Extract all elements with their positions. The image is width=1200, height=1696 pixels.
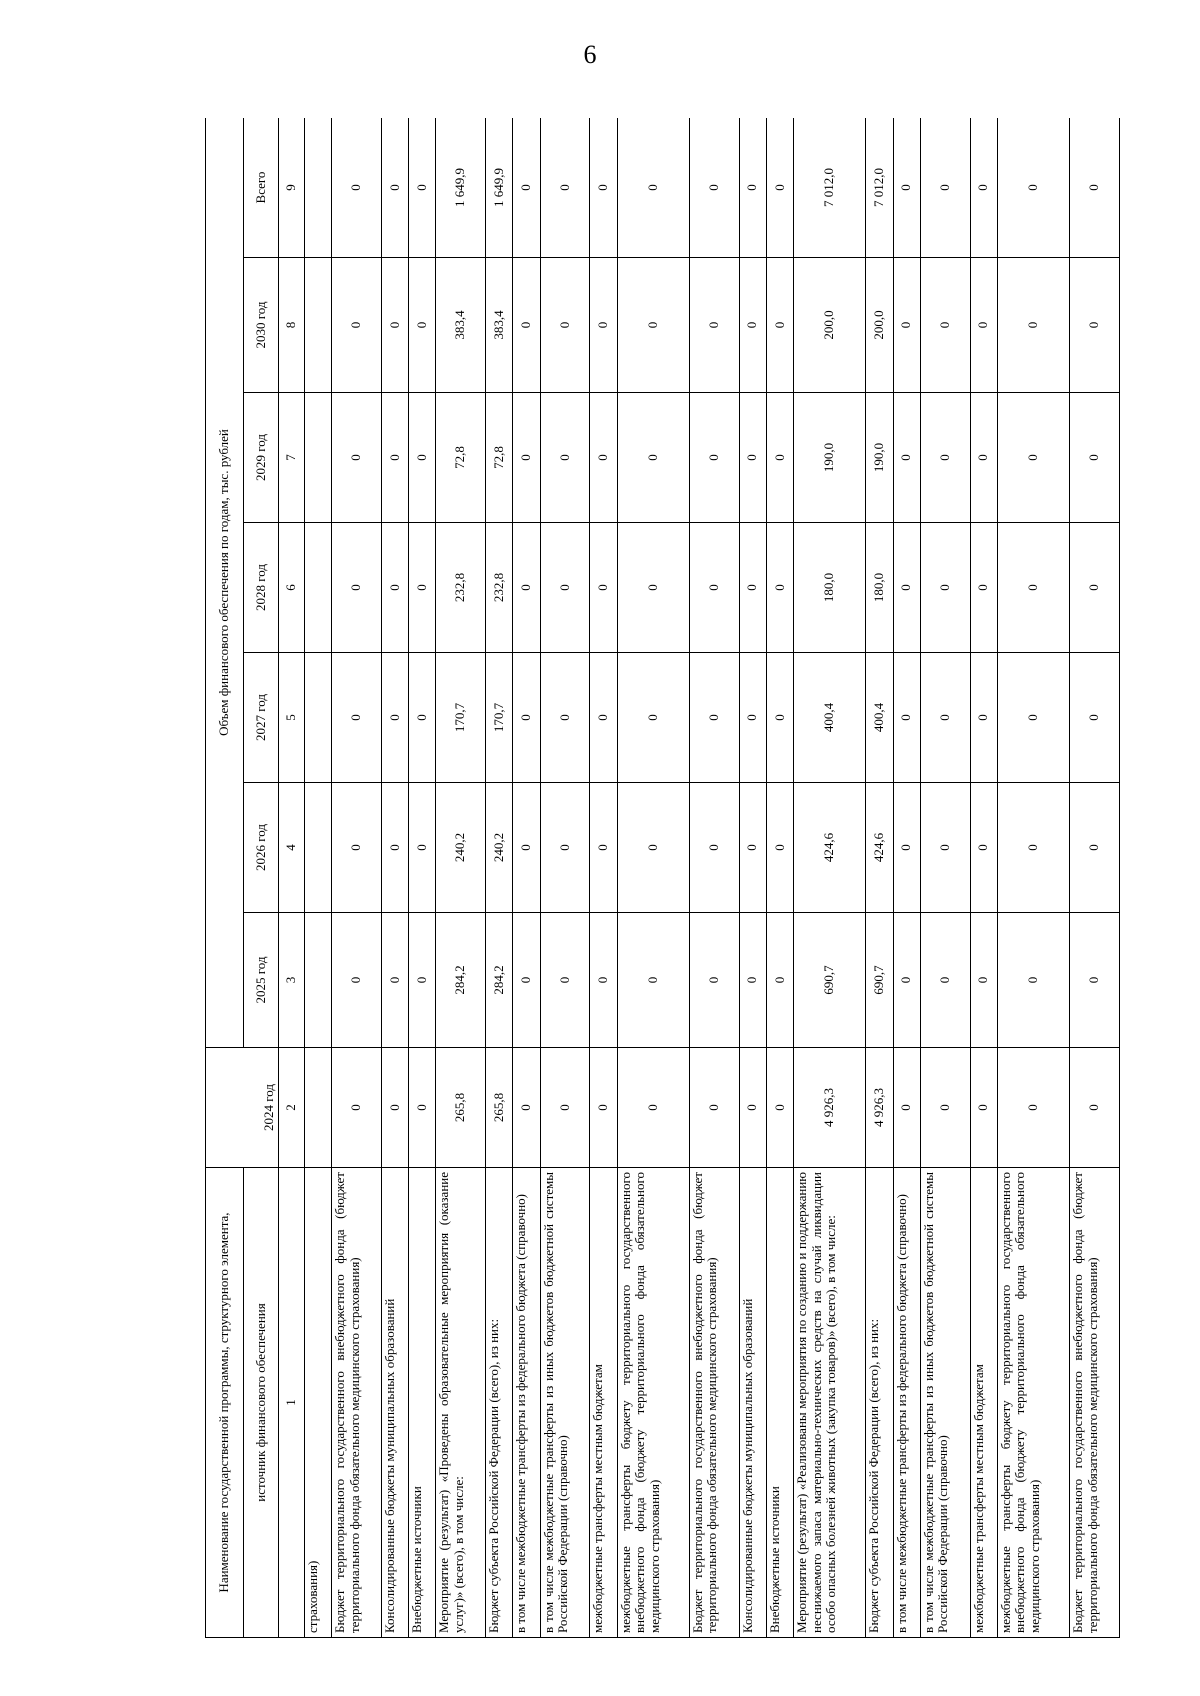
row-value: 284,2 — [486, 913, 513, 1048]
column-number: 6 — [279, 523, 305, 653]
row-value: 0 — [409, 118, 436, 258]
row-value: 72,8 — [436, 393, 486, 523]
row-value: 232,8 — [436, 523, 486, 653]
row-value: 0 — [766, 783, 793, 913]
row-value: 0 — [970, 393, 997, 523]
row-value: 0 — [332, 393, 382, 523]
row-value: 170,7 — [486, 653, 513, 783]
header-year-2030: 2030 год — [244, 258, 279, 393]
row-value: 0 — [332, 523, 382, 653]
table-row — [305, 118, 332, 1638]
column-number: 7 — [279, 393, 305, 523]
row-value: 424,6 — [866, 783, 893, 913]
row-value: 0 — [920, 913, 970, 1048]
row-value: 0 — [409, 1048, 436, 1168]
row-value: 0 — [540, 1048, 590, 1168]
row-value — [305, 258, 332, 393]
table-row — [970, 118, 997, 1638]
row-value: 0 — [513, 393, 540, 523]
row-source-name: Мероприятие (результат) «Реализованы мероприятия по созданию и поддержанию неснижаемого запаса материально-технических средств на случай ликвидации особо опасных болезней животных (закупка товаров)» (всего), в том числе: — [794, 1168, 866, 1638]
row-value: 0 — [997, 913, 1069, 1048]
row-value: 0 — [540, 258, 590, 393]
row-source-name: межбюджетные трансферты местным бюджетам — [970, 1168, 997, 1638]
row-source-name: Мероприятие (результат) «Проведены образовательные мероприятия (оказание услуг)» (всего), в том числе: — [436, 1168, 486, 1638]
row-value: 0 — [997, 393, 1069, 523]
row-value: 0 — [381, 118, 408, 258]
header-volume: Объем финансового обеспечения по годам, тыс. рублей — [206, 118, 244, 1048]
row-value: 0 — [893, 1048, 920, 1168]
row-source-name: Бюджет территориального государственного внебюджетного фонда (бюджет территориального фонда обязательного медицинского страхования) — [1070, 1168, 1120, 1638]
row-value: 0 — [332, 913, 382, 1048]
header-name-col: Наименование государственной программы, структурного элемента, — [206, 1168, 244, 1638]
row-value: 0 — [617, 913, 689, 1048]
row-value: 0 — [590, 913, 617, 1048]
row-value — [305, 1048, 332, 1168]
row-value: 0 — [970, 118, 997, 258]
row-value — [305, 653, 332, 783]
row-value: 0 — [617, 258, 689, 393]
row-value: 0 — [893, 118, 920, 258]
row-value: 0 — [590, 258, 617, 393]
row-value: 0 — [739, 1048, 766, 1168]
row-value: 0 — [332, 1048, 382, 1168]
row-value: 0 — [617, 783, 689, 913]
row-value: 7 012,0 — [866, 118, 893, 258]
row-value: 424,6 — [794, 783, 866, 913]
row-source-name: в том числе межбюджетные трансферты из федерального бюджета (справочно) — [513, 1168, 540, 1638]
row-value — [305, 913, 332, 1048]
row-value: 0 — [689, 913, 739, 1048]
row-value: 0 — [540, 393, 590, 523]
table-row — [436, 118, 486, 1638]
row-source-name: в том числе межбюджетные трансферты из федерального бюджета (справочно) — [893, 1168, 920, 1638]
row-value: 0 — [689, 258, 739, 393]
row-value: 0 — [1070, 653, 1120, 783]
table-row — [997, 118, 1069, 1638]
row-source-name: Внебюджетные источники — [766, 1168, 793, 1638]
row-value: 0 — [381, 393, 408, 523]
row-value: 0 — [893, 783, 920, 913]
row-value: 284,2 — [436, 913, 486, 1048]
row-value: 0 — [920, 783, 970, 913]
row-value: 0 — [997, 523, 1069, 653]
row-value: 0 — [590, 118, 617, 258]
row-source-name: страхования) — [305, 1168, 332, 1638]
row-value: 0 — [1070, 393, 1120, 523]
row-source-name: межбюджетные трансферты местным бюджетам — [590, 1168, 617, 1638]
row-value: 0 — [689, 523, 739, 653]
row-value: 180,0 — [794, 523, 866, 653]
row-value: 0 — [409, 913, 436, 1048]
row-source-name: Консолидированные бюджеты муниципальных образований — [381, 1168, 408, 1638]
table-row — [540, 118, 590, 1638]
row-source-name: Внебюджетные источники — [409, 1168, 436, 1638]
row-value: 0 — [920, 1048, 970, 1168]
table-row — [617, 118, 689, 1638]
table-row — [766, 118, 793, 1638]
row-value: 0 — [893, 653, 920, 783]
row-value: 0 — [409, 783, 436, 913]
row-value — [305, 523, 332, 653]
row-value: 0 — [766, 653, 793, 783]
row-value: 180,0 — [866, 523, 893, 653]
row-source-name: Консолидированные бюджеты муниципальных образований — [739, 1168, 766, 1638]
row-value: 0 — [617, 393, 689, 523]
column-number: 8 — [279, 258, 305, 393]
row-value: 0 — [970, 783, 997, 913]
row-value: 0 — [381, 1048, 408, 1168]
row-value: 0 — [920, 118, 970, 258]
row-value: 0 — [381, 258, 408, 393]
table-row — [381, 118, 408, 1638]
row-value: 400,4 — [794, 653, 866, 783]
row-value: 0 — [766, 118, 793, 258]
row-value: 0 — [893, 258, 920, 393]
row-value: 0 — [739, 913, 766, 1048]
column-number-row — [279, 118, 305, 1638]
header-source-col: источник финансового обеспечения — [244, 1168, 279, 1638]
row-value: 690,7 — [794, 913, 866, 1048]
row-value: 190,0 — [794, 393, 866, 523]
row-value: 0 — [409, 258, 436, 393]
row-value: 0 — [513, 258, 540, 393]
row-value: 190,0 — [866, 393, 893, 523]
table-row — [794, 118, 866, 1638]
row-value: 0 — [970, 913, 997, 1048]
row-value: 0 — [513, 523, 540, 653]
row-source-name: межбюджетные трансферты бюджету территориального государственного внебюджетного фонда (бюджету территориального фонда обязательного медицинского страхования) — [997, 1168, 1069, 1638]
header-total: Всего — [244, 118, 279, 258]
row-value: 0 — [970, 258, 997, 393]
row-value — [305, 783, 332, 913]
row-value: 0 — [689, 1048, 739, 1168]
row-value: 0 — [766, 523, 793, 653]
row-value: 400,4 — [866, 653, 893, 783]
row-value: 0 — [513, 783, 540, 913]
row-value: 0 — [409, 393, 436, 523]
row-value: 0 — [540, 653, 590, 783]
row-value: 1 649,9 — [436, 118, 486, 258]
row-value: 0 — [513, 913, 540, 1048]
header-year-2025: 2025 год — [244, 913, 279, 1048]
row-value: 0 — [381, 783, 408, 913]
table-row — [486, 118, 513, 1638]
row-value: 4 926,3 — [866, 1048, 893, 1168]
row-value: 0 — [409, 653, 436, 783]
row-value: 0 — [332, 258, 382, 393]
row-value: 232,8 — [486, 523, 513, 653]
row-value: 0 — [590, 1048, 617, 1168]
row-value: 0 — [409, 523, 436, 653]
table-row — [866, 118, 893, 1638]
table-row — [920, 118, 970, 1638]
row-source-name: Бюджет территориального государственного внебюджетного фонда (бюджет территориального фонда обязательного медицинского страхования) — [689, 1168, 739, 1638]
row-value: 0 — [739, 783, 766, 913]
row-value: 265,8 — [436, 1048, 486, 1168]
row-value: 72,8 — [486, 393, 513, 523]
row-value: 690,7 — [866, 913, 893, 1048]
row-value: 0 — [893, 913, 920, 1048]
table-row — [739, 118, 766, 1638]
row-value: 0 — [1070, 118, 1120, 258]
table-container — [205, 118, 1120, 1638]
row-value: 0 — [920, 523, 970, 653]
row-value: 0 — [617, 653, 689, 783]
column-number: 3 — [279, 913, 305, 1048]
row-value: 0 — [739, 118, 766, 258]
row-value: 383,4 — [486, 258, 513, 393]
row-source-name: Бюджет субъекта Российской Федерации (всего), из них: — [866, 1168, 893, 1638]
row-value: 0 — [766, 258, 793, 393]
header-year-2024: 2024 год — [206, 1048, 279, 1168]
row-value: 0 — [513, 653, 540, 783]
row-value — [305, 393, 332, 523]
row-value: 0 — [893, 523, 920, 653]
row-value: 0 — [617, 118, 689, 258]
table-row — [409, 118, 436, 1638]
row-value: 0 — [766, 393, 793, 523]
row-value: 0 — [997, 118, 1069, 258]
row-value: 0 — [689, 118, 739, 258]
row-value: 0 — [739, 393, 766, 523]
row-value: 0 — [1070, 523, 1120, 653]
row-value: 200,0 — [866, 258, 893, 393]
column-number: 4 — [279, 783, 305, 913]
row-source-name: в том числе межбюджетные трансферты из иных бюджетов бюджетной системы Российской Федерации (справочно) — [920, 1168, 970, 1638]
row-value: 0 — [739, 523, 766, 653]
row-value: 0 — [689, 783, 739, 913]
row-value: 0 — [739, 653, 766, 783]
row-value: 0 — [1070, 258, 1120, 393]
row-value: 4 926,3 — [794, 1048, 866, 1168]
row-value: 0 — [766, 913, 793, 1048]
row-value: 0 — [766, 1048, 793, 1168]
row-value: 0 — [997, 653, 1069, 783]
table-row — [893, 118, 920, 1638]
row-value: 0 — [920, 258, 970, 393]
row-source-name: межбюджетные трансферты бюджету территориального государственного внебюджетного фонда (бюджету территориального фонда обязательного медицинского страхования) — [617, 1168, 689, 1638]
header-year-2026: 2026 год — [244, 783, 279, 913]
row-value: 240,2 — [436, 783, 486, 913]
row-value: 0 — [332, 653, 382, 783]
row-value: 0 — [893, 393, 920, 523]
row-value: 0 — [970, 653, 997, 783]
row-value: 0 — [617, 523, 689, 653]
row-value: 200,0 — [794, 258, 866, 393]
table-row — [513, 118, 540, 1638]
row-value: 0 — [997, 783, 1069, 913]
row-value: 0 — [920, 393, 970, 523]
financing-table — [205, 118, 1120, 1638]
column-number: 2 — [279, 1048, 305, 1168]
row-value: 0 — [970, 523, 997, 653]
row-source-name: Бюджет территориального государственного внебюджетного фонда (бюджет территориального фонда обязательного медицинского страхования) — [332, 1168, 382, 1638]
row-value: 0 — [997, 1048, 1069, 1168]
row-value: 0 — [920, 653, 970, 783]
row-value: 0 — [381, 653, 408, 783]
row-value: 170,7 — [436, 653, 486, 783]
row-value: 0 — [689, 393, 739, 523]
table-row — [1070, 118, 1120, 1638]
table-row — [590, 118, 617, 1638]
row-value: 0 — [332, 783, 382, 913]
row-value: 383,4 — [436, 258, 486, 393]
page-number: 6 — [583, 40, 597, 69]
table-row — [689, 118, 739, 1638]
table-row — [332, 118, 382, 1638]
row-value: 0 — [590, 523, 617, 653]
row-value: 0 — [739, 258, 766, 393]
row-value: 1 649,9 — [486, 118, 513, 258]
row-value: 240,2 — [486, 783, 513, 913]
row-value — [305, 118, 332, 258]
row-source-name: Бюджет субъекта Российской Федерации (всего), из них: — [486, 1168, 513, 1638]
row-value: 0 — [1070, 913, 1120, 1048]
column-number: 9 — [279, 118, 305, 258]
header-year-2029: 2029 год — [244, 393, 279, 523]
row-source-name: в том числе межбюджетные трансферты из иных бюджетов бюджетной системы Российской Федерации (справочно) — [540, 1168, 590, 1638]
row-value: 0 — [540, 523, 590, 653]
row-value: 7 012,0 — [794, 118, 866, 258]
column-number: 1 — [279, 1168, 305, 1638]
row-value: 265,8 — [486, 1048, 513, 1168]
row-value: 0 — [513, 118, 540, 258]
row-value: 0 — [540, 783, 590, 913]
row-value: 0 — [381, 913, 408, 1048]
row-value: 0 — [617, 1048, 689, 1168]
row-value: 0 — [997, 258, 1069, 393]
row-value: 0 — [1070, 783, 1120, 913]
row-value: 0 — [540, 913, 590, 1048]
row-value: 0 — [540, 118, 590, 258]
column-number: 5 — [279, 653, 305, 783]
row-value: 0 — [590, 783, 617, 913]
row-value: 0 — [590, 653, 617, 783]
row-value: 0 — [970, 1048, 997, 1168]
row-value: 0 — [590, 393, 617, 523]
row-value: 0 — [381, 523, 408, 653]
row-value: 0 — [332, 118, 382, 258]
row-value: 0 — [689, 653, 739, 783]
row-value: 0 — [513, 1048, 540, 1168]
row-value: 0 — [1070, 1048, 1120, 1168]
header-year-2027: 2027 год — [244, 653, 279, 783]
header-year-2028: 2028 год — [244, 523, 279, 653]
